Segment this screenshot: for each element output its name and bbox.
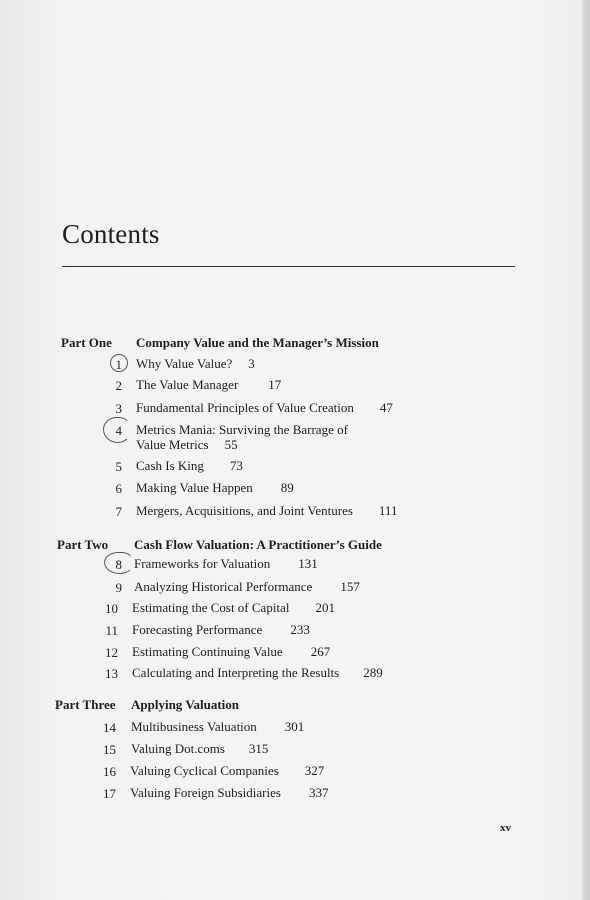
pen-circle-mark bbox=[103, 417, 131, 443]
toc-entry[interactable] bbox=[134, 580, 360, 594]
page-number: xv bbox=[500, 822, 511, 834]
chapter-number: 2 bbox=[115, 378, 122, 393]
part-label: Part One bbox=[61, 335, 112, 350]
chapter-number: 15 bbox=[103, 742, 116, 757]
chapter-page: 289 bbox=[363, 665, 383, 680]
chapter-page: 337 bbox=[308, 785, 329, 800]
chapter-title: The Value Manager bbox=[136, 377, 239, 392]
toc-entry[interactable] bbox=[136, 401, 393, 415]
pen-circle-mark bbox=[104, 552, 134, 574]
chapter-number: 14 bbox=[103, 720, 116, 735]
chapter-title-continued: Value Metrics bbox=[136, 437, 209, 452]
chapter-title: Estimating Continuing Value bbox=[132, 644, 283, 659]
chapter-number: 12 bbox=[105, 645, 118, 660]
toc-entry[interactable] bbox=[132, 623, 310, 637]
toc-entry[interactable] bbox=[132, 645, 330, 659]
chapter-page: 301 bbox=[284, 719, 305, 734]
part-title: Cash Flow Valuation: A Practitioner’s Guide bbox=[134, 537, 382, 552]
chapter-number: 1 bbox=[115, 357, 122, 372]
chapter-number: 8 bbox=[115, 557, 122, 572]
toc-entry[interactable] bbox=[136, 459, 243, 473]
chapter-title: Making Value Happen bbox=[136, 480, 253, 495]
chapter-title: Why Value Value? bbox=[136, 356, 233, 371]
chapter-page: 131 bbox=[298, 556, 318, 571]
toc-entry[interactable] bbox=[132, 601, 335, 615]
chapter-title: Fundamental Principles of Value Creation bbox=[136, 400, 354, 415]
chapter-number: 7 bbox=[115, 504, 122, 519]
part-label: Part Three bbox=[55, 697, 116, 712]
chapter-page: 73 bbox=[229, 458, 243, 473]
chapter-title: Forecasting Performance bbox=[132, 622, 263, 637]
chapter-number: 16 bbox=[103, 764, 116, 779]
toc-entry[interactable] bbox=[130, 786, 328, 800]
pen-circle-mark bbox=[110, 354, 128, 372]
chapter-number: 11 bbox=[105, 623, 118, 638]
toc-entry[interactable] bbox=[132, 666, 383, 680]
chapter-page: 233 bbox=[290, 622, 310, 637]
chapter-number: 6 bbox=[115, 481, 122, 496]
chapter-title: Metrics Mania: Surviving the Barrage of bbox=[136, 422, 348, 437]
chapter-page: 55 bbox=[224, 437, 238, 452]
chapter-page: 3 bbox=[248, 356, 255, 371]
toc-entry-continued[interactable] bbox=[136, 438, 238, 452]
chapter-page: 267 bbox=[310, 644, 331, 659]
toc-entry[interactable] bbox=[136, 504, 397, 518]
chapter-page: 315 bbox=[248, 741, 269, 756]
chapter-number: 3 bbox=[115, 401, 122, 416]
chapter-title: Calculating and Interpreting the Results bbox=[132, 665, 340, 680]
chapter-page: 47 bbox=[379, 400, 393, 415]
chapter-title: Multibusiness Valuation bbox=[131, 719, 257, 734]
chapter-number: 9 bbox=[115, 580, 122, 595]
toc-entry[interactable] bbox=[136, 481, 294, 495]
show-through-texture bbox=[190, 300, 218, 332]
chapter-number: 5 bbox=[115, 459, 122, 474]
chapter-title: Estimating the Cost of Capital bbox=[132, 600, 290, 615]
part-title: Company Value and the Manager’s Mission bbox=[136, 335, 379, 350]
toc-entry[interactable] bbox=[130, 764, 324, 778]
chapter-number: 13 bbox=[105, 666, 118, 681]
chapter-title: Valuing Cyclical Companies bbox=[130, 763, 279, 778]
chapter-page: 327 bbox=[304, 763, 325, 778]
chapter-page: 111 bbox=[378, 503, 398, 518]
toc-entry[interactable] bbox=[136, 423, 348, 437]
toc-entry[interactable] bbox=[134, 557, 318, 571]
toc-entry[interactable] bbox=[136, 378, 281, 392]
part-title: Applying Valuation bbox=[131, 697, 240, 712]
page-title: Contents bbox=[62, 219, 160, 249]
chapter-title: Valuing Dot.coms bbox=[131, 741, 225, 756]
chapter-page: 17 bbox=[268, 377, 282, 392]
chapter-title: Valuing Foreign Subsidiaries bbox=[130, 785, 281, 800]
toc-entry[interactable] bbox=[136, 357, 255, 371]
chapter-title: Analyzing Historical Performance bbox=[134, 579, 313, 594]
page-gutter bbox=[582, 0, 590, 900]
chapter-page: 89 bbox=[280, 480, 294, 495]
chapter-number: 10 bbox=[105, 601, 118, 616]
chapter-page: 157 bbox=[340, 579, 360, 594]
toc-entry[interactable] bbox=[131, 742, 268, 756]
chapter-title: Frameworks for Valuation bbox=[134, 556, 271, 571]
chapter-number: 17 bbox=[103, 786, 116, 801]
toc-entry[interactable] bbox=[131, 720, 304, 734]
chapter-title: Cash Is King bbox=[136, 458, 204, 473]
part-label: Part Two bbox=[57, 537, 109, 552]
chapter-page: 201 bbox=[315, 600, 335, 615]
chapter-title: Mergers, Acquisitions, and Joint Ventures bbox=[136, 503, 353, 518]
chapter-number: 4 bbox=[115, 423, 122, 438]
title-rule bbox=[62, 266, 515, 267]
